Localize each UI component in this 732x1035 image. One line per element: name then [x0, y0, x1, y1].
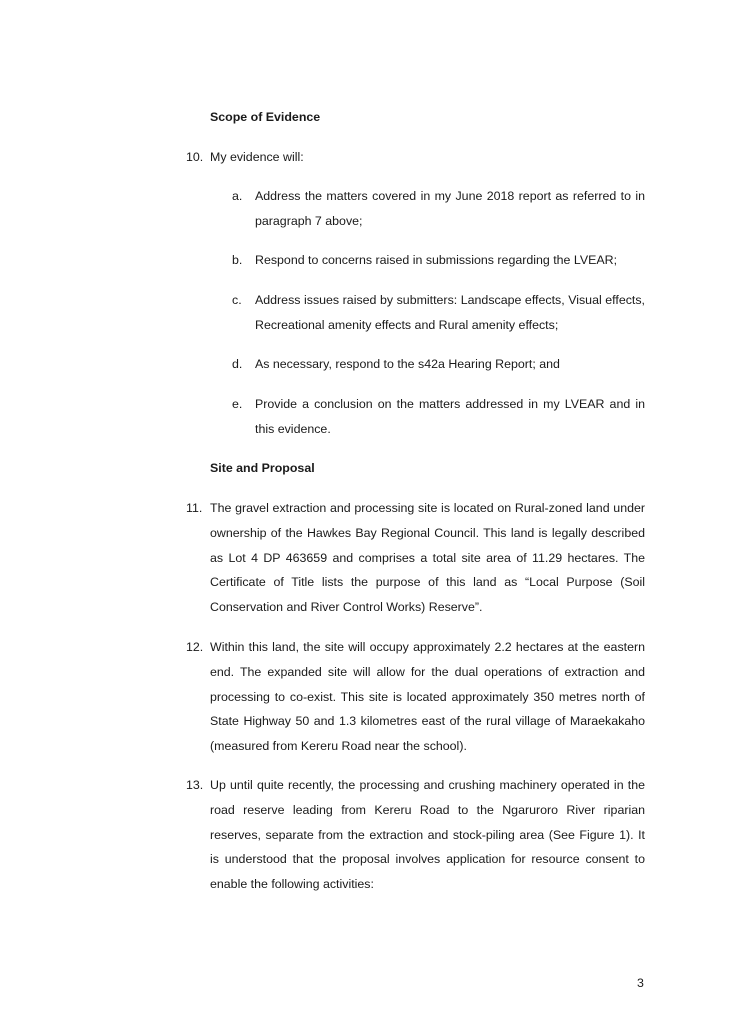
list-item-letter: e.	[232, 397, 243, 411]
list-item-letter: a.	[232, 189, 243, 203]
paragraph-text: Up until quite recently, the processing and crushing machinery operated in the road reserve leading from Kereru Road to the Ngaruroro River riparian reserves, separate from the extraction and stock-piling area (See Figure 1). It is understood that the proposal involves application for resource consent to enable the following activities:	[210, 778, 645, 892]
page-number: 3	[637, 976, 644, 990]
paragraph-10	[186, 145, 645, 170]
list-item-text: As necessary, respond to the s42a Hearing Report; and	[255, 357, 560, 371]
list-item-a	[232, 184, 645, 234]
paragraph-12	[186, 635, 645, 759]
list-item-c	[232, 288, 645, 338]
list-item-text: Respond to concerns raised in submissions regarding the LVEAR;	[255, 253, 618, 267]
paragraph-text: The gravel extraction and processing site is located on Rural-zoned land under ownership of the Hawkes Bay Regional Council. This land is legally described as Lot 4 DP 463659 and comprises a total site area of 11.29 hectares. The Certificate of Title lists the purpose of this land as “Local Purpose (Soil Conservation and River Control Works) Reserve”.	[210, 501, 645, 615]
paragraph-13	[186, 773, 645, 897]
list-item-letter: d.	[232, 357, 243, 371]
list-item-letter: b.	[232, 253, 243, 267]
list-item-text: Provide a conclusion on the matters addressed in my LVEAR and in this evidence.	[255, 397, 645, 436]
paragraph-11	[186, 496, 645, 620]
list-item-text: Address issues raised by submitters: Landscape effects, Visual effects, Recreational amenity effects and Rural amenity effects;	[255, 293, 645, 332]
paragraph-number: 13.	[186, 778, 204, 792]
list-item-e	[232, 392, 645, 442]
paragraph-text: Within this land, the site will occupy approximately 2.2 hectares at the eastern end. The expanded site will allow for the dual operations of extraction and processing to co-exist. This site is located approximately 350 metres north of State Highway 50 and 1.3 kilometres east of the rural village of Maraekakaho (measured from Kereru Road near the school).	[210, 640, 645, 754]
site-and-proposal-heading: Site and Proposal	[210, 461, 315, 475]
paragraph-number: 12.	[186, 640, 204, 654]
paragraph-text: My evidence will:	[210, 150, 304, 164]
list-item-b	[232, 248, 645, 273]
list-item-d	[232, 352, 645, 377]
paragraph-number: 10.	[186, 150, 204, 164]
paragraph-number: 11.	[186, 501, 203, 515]
scope-of-evidence-heading: Scope of Evidence	[210, 110, 321, 124]
list-item-letter: c.	[232, 293, 242, 307]
list-item-text: Address the matters covered in my June 2018 report as referred to in paragraph 7 above;	[255, 189, 645, 228]
